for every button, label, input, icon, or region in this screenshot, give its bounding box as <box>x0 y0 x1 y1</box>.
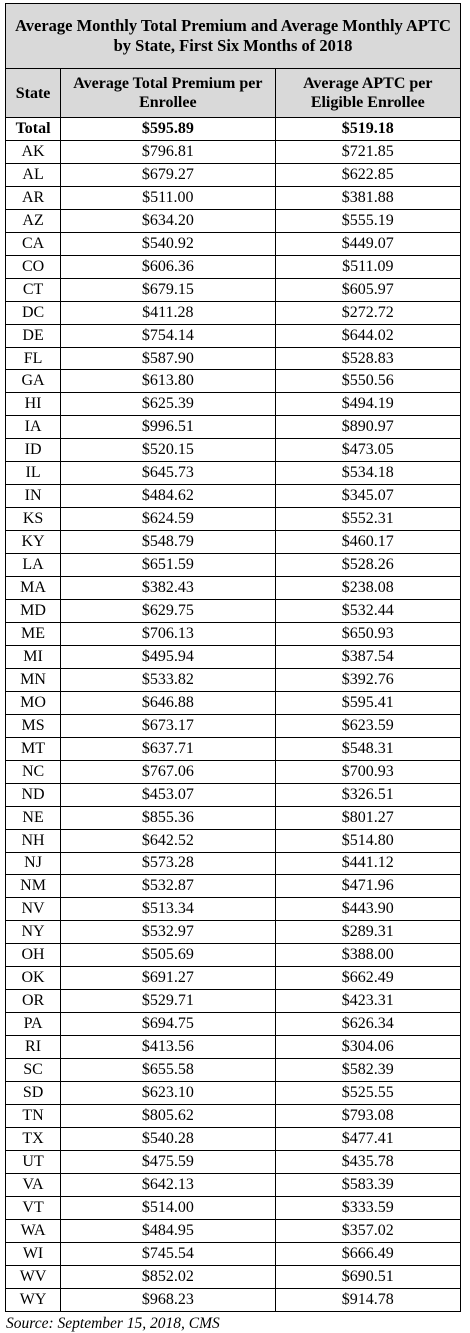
premium-cell: $532.87 <box>61 875 275 898</box>
premium-cell: $475.59 <box>61 1150 275 1173</box>
premium-cell: $413.56 <box>61 1036 275 1059</box>
premium-cell: $587.90 <box>61 347 275 370</box>
premium-cell: $623.10 <box>61 1082 275 1105</box>
premium-cell: $767.06 <box>61 760 275 783</box>
premium-cell: $642.52 <box>61 829 275 852</box>
state-cell: KY <box>6 531 61 554</box>
aptc-cell: $528.83 <box>275 347 460 370</box>
table-row <box>6 691 461 714</box>
table-row <box>6 577 461 600</box>
table-row <box>6 301 461 324</box>
aptc-cell: $626.34 <box>275 1013 460 1036</box>
total-aptc: $519.18 <box>275 118 460 141</box>
state-cell: CT <box>6 278 61 301</box>
state-cell: DE <box>6 324 61 347</box>
state-cell: TN <box>6 1104 61 1127</box>
aptc-cell: $333.59 <box>275 1196 460 1219</box>
title-row <box>6 4 461 69</box>
table-row <box>6 852 461 875</box>
state-cell: SC <box>6 1059 61 1082</box>
table-row <box>6 209 461 232</box>
aptc-cell: $534.18 <box>275 462 460 485</box>
aptc-cell: $477.41 <box>275 1127 460 1150</box>
aptc-cell: $650.93 <box>275 622 460 645</box>
premium-cell: $655.58 <box>61 1059 275 1082</box>
state-cell: ND <box>6 783 61 806</box>
table-row <box>6 783 461 806</box>
table-row <box>6 462 461 485</box>
table-row <box>6 1173 461 1196</box>
table-row <box>6 439 461 462</box>
aptc-cell: $914.78 <box>275 1288 460 1311</box>
state-cell: AK <box>6 140 61 163</box>
source-note: Source: September 15, 2018, CMS <box>6 1314 220 1332</box>
total-row <box>6 118 461 141</box>
state-cell: PA <box>6 1013 61 1036</box>
table-row <box>6 600 461 623</box>
premium-cell: $520.15 <box>61 439 275 462</box>
premium-cell: $745.54 <box>61 1242 275 1265</box>
premium-cell: $706.13 <box>61 622 275 645</box>
premium-cell: $548.79 <box>61 531 275 554</box>
state-cell: AL <box>6 163 61 186</box>
premium-cell: $646.88 <box>61 691 275 714</box>
state-cell: MI <box>6 645 61 668</box>
table-row <box>6 1013 461 1036</box>
state-cell: NM <box>6 875 61 898</box>
aptc-cell: $471.96 <box>275 875 460 898</box>
state-cell: LA <box>6 554 61 577</box>
state-cell: KS <box>6 508 61 531</box>
state-cell: NH <box>6 829 61 852</box>
state-cell: VT <box>6 1196 61 1219</box>
premium-cell: $613.80 <box>61 370 275 393</box>
state-cell: OH <box>6 944 61 967</box>
state-cell: ID <box>6 439 61 462</box>
premium-cell: $513.34 <box>61 898 275 921</box>
aptc-cell: $511.09 <box>275 255 460 278</box>
premium-cell: $637.71 <box>61 737 275 760</box>
state-cell: MA <box>6 577 61 600</box>
aptc-cell: $583.39 <box>275 1173 460 1196</box>
aptc-cell: $289.31 <box>275 921 460 944</box>
premium-cell: $634.20 <box>61 209 275 232</box>
table-row <box>6 163 461 186</box>
state-cell: NV <box>6 898 61 921</box>
state-cell: OK <box>6 967 61 990</box>
aptc-cell: $721.85 <box>275 140 460 163</box>
premium-cell: $679.15 <box>61 278 275 301</box>
table-row <box>6 347 461 370</box>
premium-cell: $679.27 <box>61 163 275 186</box>
table-row <box>6 645 461 668</box>
table-row <box>6 140 461 163</box>
table-row <box>6 1196 461 1219</box>
premium-cell: $540.92 <box>61 232 275 255</box>
aptc-cell: $525.55 <box>275 1082 460 1105</box>
state-cell: CA <box>6 232 61 255</box>
premium-cell: $968.23 <box>61 1288 275 1311</box>
aptc-cell: $449.07 <box>275 232 460 255</box>
state-cell: TX <box>6 1127 61 1150</box>
premium-cell: $642.13 <box>61 1173 275 1196</box>
table-row <box>6 416 461 439</box>
state-cell: AZ <box>6 209 61 232</box>
aptc-cell: $272.72 <box>275 301 460 324</box>
table-row <box>6 1242 461 1265</box>
aptc-cell: $555.19 <box>275 209 460 232</box>
aptc-cell: $345.07 <box>275 485 460 508</box>
table-row <box>6 668 461 691</box>
table-row <box>6 186 461 209</box>
table-row <box>6 1104 461 1127</box>
table-row <box>6 1150 461 1173</box>
premium-cell: $484.95 <box>61 1219 275 1242</box>
state-cell: NE <box>6 806 61 829</box>
table-row <box>6 1265 461 1288</box>
table-row <box>6 554 461 577</box>
aptc-cell: $700.93 <box>275 760 460 783</box>
premium-cell: $382.43 <box>61 577 275 600</box>
table-row <box>6 370 461 393</box>
state-cell: RI <box>6 1036 61 1059</box>
premium-cell: $694.75 <box>61 1013 275 1036</box>
premium-cell: $495.94 <box>61 645 275 668</box>
table-row <box>6 1059 461 1082</box>
state-cell: MT <box>6 737 61 760</box>
table-row <box>6 737 461 760</box>
state-cell: OR <box>6 990 61 1013</box>
aptc-cell: $381.88 <box>275 186 460 209</box>
state-cell: NJ <box>6 852 61 875</box>
table-row <box>6 760 461 783</box>
state-cell: MD <box>6 600 61 623</box>
table-row <box>6 278 461 301</box>
state-cell: GA <box>6 370 61 393</box>
premium-aptc-table <box>5 3 461 1312</box>
aptc-cell: $388.00 <box>275 944 460 967</box>
aptc-cell: $441.12 <box>275 852 460 875</box>
total-premium: $595.89 <box>61 118 275 141</box>
premium-table-container <box>5 3 461 1333</box>
table-body <box>6 118 461 1312</box>
aptc-cell: $801.27 <box>275 806 460 829</box>
premium-cell: $529.71 <box>61 990 275 1013</box>
premium-cell: $651.59 <box>61 554 275 577</box>
table-row <box>6 829 461 852</box>
state-cell: HI <box>6 393 61 416</box>
aptc-cell: $548.31 <box>275 737 460 760</box>
table-row <box>6 1288 461 1311</box>
aptc-cell: $392.76 <box>275 668 460 691</box>
table-row <box>6 255 461 278</box>
premium-cell: $511.00 <box>61 186 275 209</box>
premium-cell: $855.36 <box>61 806 275 829</box>
state-cell: MO <box>6 691 61 714</box>
state-cell: IA <box>6 416 61 439</box>
premium-cell: $645.73 <box>61 462 275 485</box>
aptc-cell: $532.44 <box>275 600 460 623</box>
aptc-cell: $622.85 <box>275 163 460 186</box>
aptc-cell: $387.54 <box>275 645 460 668</box>
aptc-cell: $460.17 <box>275 531 460 554</box>
aptc-cell: $326.51 <box>275 783 460 806</box>
premium-cell: $754.14 <box>61 324 275 347</box>
premium-cell: $624.59 <box>61 508 275 531</box>
aptc-cell: $890.97 <box>275 416 460 439</box>
aptc-cell: $582.39 <box>275 1059 460 1082</box>
aptc-cell: $473.05 <box>275 439 460 462</box>
total-label: Total <box>6 118 61 141</box>
state-cell: WY <box>6 1288 61 1311</box>
table-row <box>6 1219 461 1242</box>
aptc-cell: $423.31 <box>275 990 460 1013</box>
premium-cell: $532.97 <box>61 921 275 944</box>
premium-cell: $533.82 <box>61 668 275 691</box>
table-row <box>6 531 461 554</box>
premium-cell: $411.28 <box>61 301 275 324</box>
state-cell: CO <box>6 255 61 278</box>
premium-cell: $573.28 <box>61 852 275 875</box>
table-title: Average Monthly Total Premium and Average Monthly APTC by State, First Six Months of 2018 <box>6 4 461 69</box>
table-row <box>6 324 461 347</box>
aptc-cell: $238.08 <box>275 577 460 600</box>
aptc-cell: $443.90 <box>275 898 460 921</box>
table-row <box>6 898 461 921</box>
aptc-cell: $304.06 <box>275 1036 460 1059</box>
aptc-cell: $550.56 <box>275 370 460 393</box>
premium-cell: $673.17 <box>61 714 275 737</box>
aptc-cell: $435.78 <box>275 1150 460 1173</box>
premium-cell: $484.62 <box>61 485 275 508</box>
column-header-state: State <box>6 69 61 118</box>
state-cell: WI <box>6 1242 61 1265</box>
state-cell: SD <box>6 1082 61 1105</box>
premium-cell: $996.51 <box>61 416 275 439</box>
state-cell: UT <box>6 1150 61 1173</box>
state-cell: WA <box>6 1219 61 1242</box>
aptc-cell: $514.80 <box>275 829 460 852</box>
table-row <box>6 1036 461 1059</box>
table-row <box>6 806 461 829</box>
column-header-row <box>6 69 461 118</box>
premium-cell: $514.00 <box>61 1196 275 1219</box>
aptc-cell: $623.59 <box>275 714 460 737</box>
premium-cell: $540.28 <box>61 1127 275 1150</box>
column-header-aptc: Average APTC per Eligible Enrollee <box>275 69 460 118</box>
table-row <box>6 944 461 967</box>
table-row <box>6 714 461 737</box>
aptc-cell: $662.49 <box>275 967 460 990</box>
aptc-cell: $666.49 <box>275 1242 460 1265</box>
aptc-cell: $357.02 <box>275 1219 460 1242</box>
state-cell: AR <box>6 186 61 209</box>
state-cell: ME <box>6 622 61 645</box>
state-cell: NY <box>6 921 61 944</box>
aptc-cell: $644.02 <box>275 324 460 347</box>
table-row <box>6 990 461 1013</box>
table-row <box>6 875 461 898</box>
table-row <box>6 508 461 531</box>
aptc-cell: $793.08 <box>275 1104 460 1127</box>
state-cell: IL <box>6 462 61 485</box>
table-row <box>6 232 461 255</box>
table-row <box>6 485 461 508</box>
aptc-cell: $690.51 <box>275 1265 460 1288</box>
aptc-cell: $494.19 <box>275 393 460 416</box>
state-cell: DC <box>6 301 61 324</box>
aptc-cell: $528.26 <box>275 554 460 577</box>
premium-cell: $691.27 <box>61 967 275 990</box>
state-cell: IN <box>6 485 61 508</box>
table-row <box>6 1127 461 1150</box>
aptc-cell: $605.97 <box>275 278 460 301</box>
premium-cell: $453.07 <box>61 783 275 806</box>
table-row <box>6 967 461 990</box>
premium-cell: $606.36 <box>61 255 275 278</box>
premium-cell: $629.75 <box>61 600 275 623</box>
premium-cell: $505.69 <box>61 944 275 967</box>
table-row <box>6 393 461 416</box>
state-cell: MS <box>6 714 61 737</box>
premium-cell: $796.81 <box>61 140 275 163</box>
aptc-cell: $552.31 <box>275 508 460 531</box>
aptc-cell: $595.41 <box>275 691 460 714</box>
state-cell: WV <box>6 1265 61 1288</box>
table-row <box>6 622 461 645</box>
column-header-total-premium: Average Total Premium per Enrollee <box>61 69 275 118</box>
state-cell: MN <box>6 668 61 691</box>
premium-cell: $625.39 <box>61 393 275 416</box>
table-row <box>6 921 461 944</box>
state-cell: FL <box>6 347 61 370</box>
premium-cell: $852.02 <box>61 1265 275 1288</box>
state-cell: NC <box>6 760 61 783</box>
state-cell: VA <box>6 1173 61 1196</box>
premium-cell: $805.62 <box>61 1104 275 1127</box>
table-row <box>6 1082 461 1105</box>
